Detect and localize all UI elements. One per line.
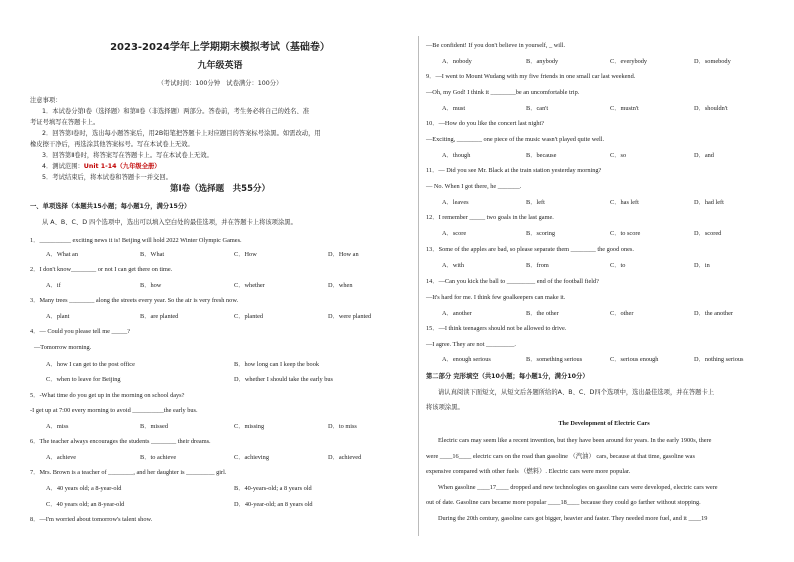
- exam-meta: （考试时间：100分钟 试卷满分：100分）: [157, 80, 283, 87]
- option[interactable]: D．somebody: [694, 58, 731, 65]
- option[interactable]: A．miss: [46, 423, 69, 430]
- question-stem: — No. When I got there, he _______.: [426, 183, 522, 190]
- question-stem: 11．— Did you see Mr. Black at the train station yesterday morning?: [426, 167, 602, 174]
- option[interactable]: B．because: [526, 152, 557, 159]
- option[interactable]: C．to: [610, 262, 626, 269]
- option[interactable]: C．planted: [234, 313, 264, 320]
- question-stem: 13．Some of the apples are bad, so please separate them ________ the good ones.: [426, 246, 634, 253]
- note-line: 考证号填写在答题卡上。: [30, 119, 100, 126]
- option[interactable]: C．mustn't: [610, 105, 639, 112]
- question-stem: —Be confident! If you don't believe in yourself, _ will.: [426, 42, 566, 49]
- right-column: [426, 0, 782, 562]
- option[interactable]: D．achieved: [328, 454, 362, 461]
- option[interactable]: D．40-year-old; an 8 years old: [234, 501, 313, 508]
- question-stem: -I get up at 7:00 every morning to avoid __________the early bus.: [30, 407, 198, 414]
- question-stem: 6．The teacher always encourages the students ________ their dreams.: [30, 438, 211, 445]
- option[interactable]: D．nothing serious: [694, 356, 744, 363]
- option[interactable]: A．leaves: [442, 199, 469, 206]
- option[interactable]: D．when: [328, 282, 353, 289]
- note-line: 5．考试结束后，将本试卷和答题卡一并交回。: [42, 174, 172, 181]
- option[interactable]: B．something serious: [526, 356, 583, 363]
- question-stem: 7．Mrs. Brown is a teacher of ________, and her daughter is _________ girl.: [30, 469, 227, 476]
- option[interactable]: C．serious enough: [610, 356, 659, 363]
- part2-instruction: 将该项涂黑。: [426, 404, 464, 411]
- question-stem: 1．__________ exciting news it is! Beijing will hold 2022 Winter Olympic Games.: [30, 237, 242, 244]
- question-stem: —Tomorrow morning.: [34, 344, 92, 351]
- passage-title: The Development of Electric Cars: [558, 420, 650, 427]
- option[interactable]: A．40 years old; a 8-year-old: [46, 485, 122, 492]
- test-range: Unit 1-14（九年级全册）: [83, 163, 161, 170]
- question-stem: 9．—I went to Mount Wudang with my five friends in one small car last weekend.: [426, 73, 636, 80]
- option[interactable]: D．the another: [694, 310, 733, 317]
- option[interactable]: D．whether I should take the early bus: [234, 376, 333, 383]
- option[interactable]: C．missing: [234, 423, 265, 430]
- option[interactable]: D．to miss: [328, 423, 357, 430]
- passage-line: When gasoline ____17____ dropped and new technologies on gasoline cars were developed, electric cars were: [438, 484, 718, 491]
- option[interactable]: B．are planted: [140, 313, 179, 320]
- option[interactable]: D．How an: [328, 251, 359, 258]
- option[interactable]: D．were planted: [328, 313, 372, 320]
- option[interactable]: C．everybody: [610, 58, 648, 65]
- option[interactable]: B．missed: [140, 423, 168, 430]
- option[interactable]: C．to score: [610, 230, 641, 237]
- option[interactable]: B．can't: [526, 105, 549, 112]
- column-divider: [418, 36, 419, 536]
- option[interactable]: D．in: [694, 262, 710, 269]
- option[interactable]: C．How: [234, 251, 257, 258]
- option[interactable]: A．though: [442, 152, 471, 159]
- option[interactable]: D．scored: [694, 230, 722, 237]
- passage-line: During the 20th century, gasoline cars got bigger, heavier and faster. They needed more fuel, and it ____19: [438, 515, 708, 522]
- left-column: [24, 0, 416, 562]
- option[interactable]: A．nobody: [442, 58, 472, 65]
- option[interactable]: A．What an: [46, 251, 78, 258]
- option[interactable]: A．if: [46, 282, 61, 289]
- question-stem: —Oh, my God! I think it ________be an uncomfortable trip.: [426, 89, 580, 96]
- option[interactable]: C．so: [610, 152, 627, 159]
- question-stem: 8．—I'm worried about tomorrow's talent show.: [30, 516, 153, 523]
- note-line: 橡皮擦干净后，再选涂其他答案标号。写在本试卷上无效。: [30, 141, 194, 148]
- option[interactable]: B．how: [140, 282, 162, 289]
- option[interactable]: B．What: [140, 251, 165, 258]
- option[interactable]: A．plant: [46, 313, 70, 320]
- part1-heading: 第Ⅰ卷（选择题 共55分）: [170, 184, 270, 194]
- option[interactable]: C．whether: [234, 282, 265, 289]
- option[interactable]: A．score: [442, 230, 467, 237]
- option[interactable]: B．to achieve: [140, 454, 177, 461]
- option[interactable]: A．with: [442, 262, 465, 269]
- question-stem: 5．-What time do you get up in the morning on school days?: [30, 392, 185, 399]
- passage-line: were ____16____ electric cars on the road than gasoline （汽油） cars, because at that time, gasoline was: [426, 453, 695, 460]
- question-stem: 4．— Could you please tell me _____?: [30, 328, 131, 335]
- option[interactable]: C．40 years old; an 8-year-old: [46, 501, 125, 508]
- note-line: 1．本试卷分第Ⅰ卷（选择题）和第Ⅱ卷（非选择题）两部分。答卷前，考生务必将自己的姓名、准: [42, 108, 310, 115]
- question-stem: —Exciting, ________ one piece of the music wasn't played quite well.: [426, 136, 605, 143]
- option[interactable]: C．other: [610, 310, 634, 317]
- question-stem: 3．Many trees ________ along the streets every year. So the air is very fresh now.: [30, 297, 239, 304]
- note-line: 2．回答第Ⅰ卷时，选出每小题答案后，用2B铅笔把答题卡上对应题目的答案标号涂黑。如需改动，用: [42, 130, 321, 137]
- note-line: 3．回答第Ⅱ卷时，将答案写在答题卡上。写在本试卷上无效。: [42, 152, 213, 159]
- option[interactable]: B．left: [526, 199, 545, 206]
- option[interactable]: D．had left: [694, 199, 724, 206]
- part2-heading: 第二部分 完形填空（共10小题；每小题1分，满分10分）: [426, 373, 589, 380]
- option[interactable]: A．achieve: [46, 454, 77, 461]
- section-instruction: 从 A、B、C、D 四个选项中，选出可以填入空白处的最佳选项，并在答题卡上将该项涂黑。: [42, 219, 297, 226]
- option[interactable]: A．enough serious: [442, 356, 491, 363]
- option[interactable]: C．has left: [610, 199, 639, 206]
- option[interactable]: A．how I can get to the post office: [46, 361, 135, 368]
- question-stem: 10．—How do you like the concert last night?: [426, 120, 545, 127]
- option[interactable]: B．the other: [526, 310, 559, 317]
- section-heading: 一、单项选择（本题共15小题；每小题1分，满分15分）: [30, 203, 191, 210]
- option[interactable]: B．from: [526, 262, 549, 269]
- option[interactable]: D．and: [694, 152, 714, 159]
- exam-title: 2023-2024学年上学期期末模拟考试（基础卷）: [110, 42, 330, 53]
- option[interactable]: C．when to leave for Beijing: [46, 376, 121, 383]
- option[interactable]: D．shouldn't: [694, 105, 728, 112]
- question-stem: —It's hard for me. I think few goalkeepers can make it.: [426, 294, 566, 301]
- passage-line: Electric cars may seem like a recent invention, but they have been around for years. In the early 1900s, there: [438, 437, 712, 444]
- note-line: 4．测试范围：Unit 1-14（九年级全册）: [42, 163, 161, 170]
- question-stem: 12．I remember _____ two goals in the last game.: [426, 214, 554, 221]
- option[interactable]: B．scoring: [526, 230, 556, 237]
- option[interactable]: A．another: [442, 310, 472, 317]
- part2-instruction: 请认真阅读下面短文，从短文后各题所给的A、B、C、D四个选项中，选出最佳选项，并在答题卡上: [438, 389, 715, 396]
- option[interactable]: B．anybody: [526, 58, 559, 65]
- passage-line: out of date. Gasoline cars became more popular ____18____ because they could go farther without stopping.: [426, 499, 701, 506]
- question-stem: —I agree. They are not _________.: [426, 341, 516, 348]
- passage-line: expensive compared with other fuels （燃料）. Electric cars were more popular.: [426, 468, 631, 475]
- notes-heading: 注意事项：: [30, 97, 62, 104]
- option[interactable]: B．40-years-old; a 8 years old: [234, 485, 312, 492]
- question-stem: 15．—I think teenagers should not be allowed to drive.: [426, 325, 567, 332]
- exam-subtitle: 九年级英语: [197, 61, 243, 71]
- option[interactable]: C．achieving: [234, 454, 269, 461]
- question-stem: 14．—Can you kick the ball to _________ end of the football field?: [426, 278, 599, 285]
- option[interactable]: A．must: [442, 105, 466, 112]
- option[interactable]: B．how long can I keep the book: [234, 361, 319, 368]
- question-stem: 2．I don't know________ or not I can get there on time.: [30, 266, 173, 273]
